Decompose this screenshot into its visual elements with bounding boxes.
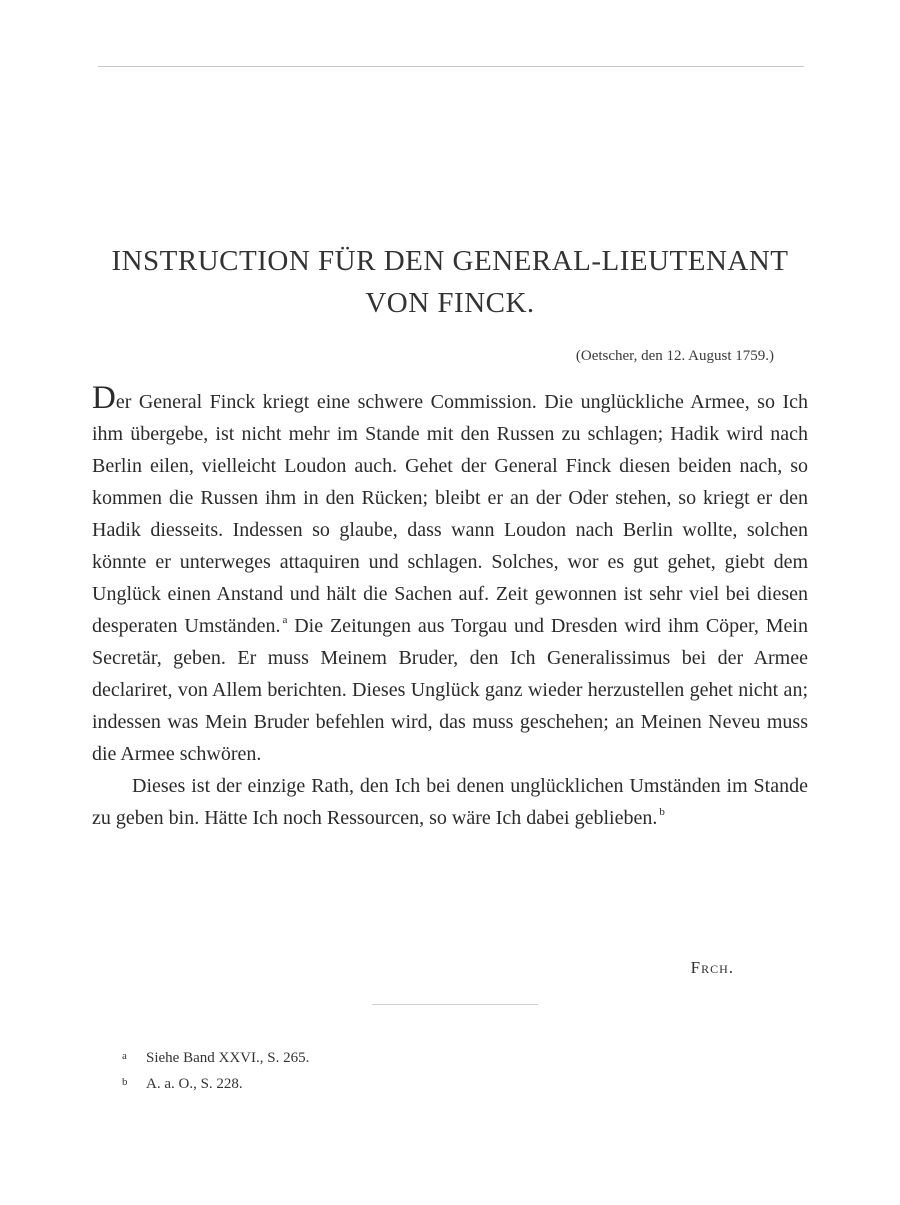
dateline: (Oetscher, den 12. August 1759.) [575,348,774,364]
document-title [80,240,820,324]
paragraph-1-text-a: er General Finck kriegt eine schwere Commission. Die unglückliche Armee, so Ich ihm übergebe, ist nicht mehr im Stande mit den Russen zu schlagen; Hadik wird nach Berlin eilen, vielleicht Loudon auch. Gehet der General Finck diesen beiden nach, so kommen die Russen ihm in den Rücken; bleibt er an der Oder stehen, so kriegt er den Hadik diesseits. Indessen so glaube, dass wann Loudon nach Berlin wollte, solchen könnte er unterweges attaquiren und schlagen. Solches, wor es gut gehet, giebt dem Unglück einen Anstand und hält die Sachen auf. Zeit gewonnen ist sehr viel bei diesen desperaten Umständen. [92,391,808,637]
footnote-item [118,1044,618,1070]
footnote-ref-b: b [659,806,665,818]
footnote-text: Siehe Band XXVI., S. 265. [146,1050,310,1066]
top-divider [98,66,804,67]
footnotes [118,1044,618,1096]
paragraph-1-text-b: Die Zeitungen aus Torgau und Dresden wird ihm Cöper, Mein Secretär, geben. Er muss Meinem Bruder, den Ich Generalissimus bei der Armee declariret, von Allem berichten. Dieses Unglück ganz wieder herzustellen gehet nicht an; indessen was Mein Bruder befehlen wird, das muss geschehen; an Meinen Neveu muss die Armee schwören. [92,615,808,765]
paragraph-2-text: Dieses ist der einzige Rath, den Ich bei denen unglücklichen Umständen im Stande zu geben bin. Hätte Ich noch Ressourcen, so wäre Ich dabei geblieben. [92,775,808,829]
footnote-item [118,1070,618,1096]
footnote-text: A. a. O., S. 228. [146,1076,243,1092]
title-line-1: INSTRUCTION FÜR DEN GENERAL-LIEUTENANT [111,245,789,277]
drop-initial: D [92,380,116,416]
paragraph-1 [92,380,808,770]
title-line-2: VON FINCK. [365,287,535,319]
footnote-marker: a [122,1050,127,1062]
signature: Frch. [690,958,734,977]
footnote-divider [372,1004,538,1005]
footnote-ref-a: a [282,614,288,626]
footnote-marker: b [122,1076,128,1088]
body-text [92,380,808,834]
paragraph-2 [92,770,808,834]
